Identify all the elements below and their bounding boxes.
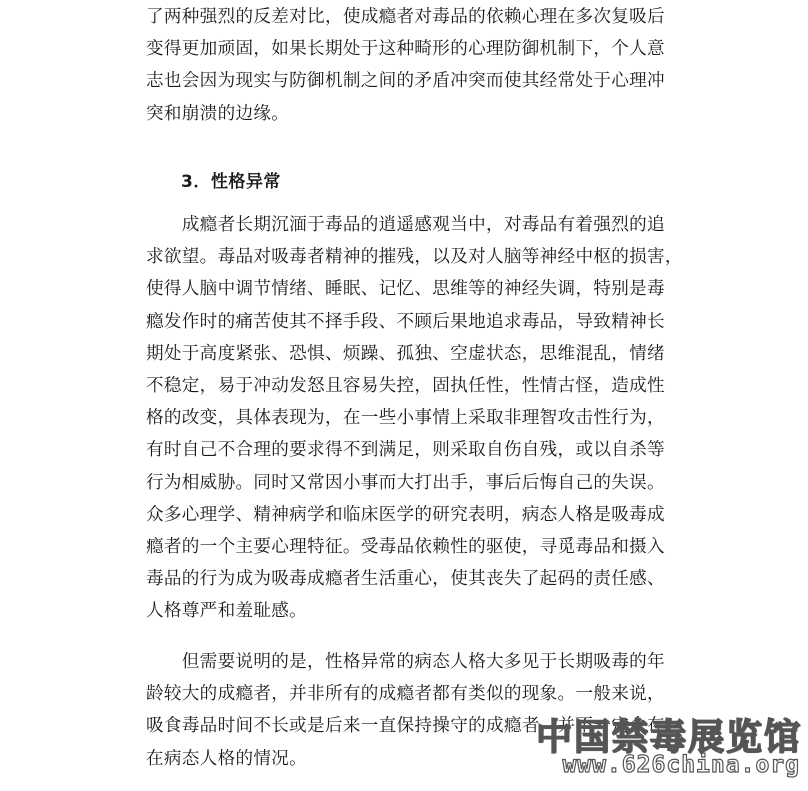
paragraph-line: 了两种强烈的反差对比，使成瘾者对毒品的依赖心理在多次复吸后	[146, 7, 665, 27]
paragraph-line: 瘾发作时的痛苦使其不择手段、不顾后果地追求毒品，导致精神长	[146, 311, 665, 332]
paragraph-line: 龄较大的成瘾者，并非所有的成瘾者都有类似的现象。一般来说，	[146, 684, 665, 705]
paragraph-line: 吸食毒品时间不长或是后来一直保持操守的成瘾者，并不一定会存	[146, 716, 665, 737]
paragraph-line: 众多心理学、精神病学和临床医学的研究表明，病态人格是吸毒成	[146, 504, 665, 525]
paragraph-line: 不稳定，易于冲动发怒且容易失控，固执任性，性情古怪，造成性	[146, 375, 665, 396]
paragraph-line: 突和崩溃的边缘。	[146, 103, 290, 124]
site-watermark	[502, 709, 802, 787]
paragraph-personality	[146, 209, 686, 627]
paragraph-line: 志也会因为现实与防御机制之间的矛盾冲突而使其经常处于心理冲	[146, 71, 665, 92]
paragraph-line: 使得人脑中调节情绪、睡眠、记忆、思维等的神经失调，特别是毒	[146, 279, 665, 300]
paragraph-line: 瘾者的一个主要心理特征。受毒品依赖性的驱使，寻觅毒品和摄入	[146, 536, 665, 557]
paragraph-line: 有时自己不合理的要求得不到满足，则采取自伤自残，或以自杀等	[146, 440, 665, 461]
top-paragraph	[146, 1, 686, 130]
paragraph-line: 变得更加顽固，如果长期处于这种畸形的心理防御机制下，个人意	[146, 39, 665, 60]
paragraph-line: 格的改变，具体表现为，在一些小事情上采取非理智攻击性行为，	[146, 408, 665, 429]
paragraph-line: 毒品的行为成为吸毒成瘾者生活重心，使其丧失了起码的责任感、	[146, 569, 665, 590]
section-heading: 3．性格异常	[181, 172, 281, 192]
watermark-url: www.626china.org	[562, 752, 800, 778]
paragraph-line: 在病态人格的情况。	[146, 748, 308, 769]
paragraph-line: 人格尊严和羞耻感。	[146, 601, 308, 622]
paragraph-line: 行为相威胁。同时又常因小事而大打出手，事后后悔自己的失误。	[146, 472, 665, 493]
paragraph-line: 成瘾者长期沉湎于毒品的逍遥感观当中，对毒品有着强烈的追	[146, 215, 665, 235]
paragraph-line: 但需要说明的是，性格异常的病态人格大多见于长期吸毒的年	[146, 652, 665, 672]
paragraph-line: 求欲望。毒品对吸毒者精神的摧残，以及对人脑等神经中枢的损害，	[146, 247, 683, 268]
watermark-title: 中国禁毒展览馆	[535, 717, 802, 758]
paragraph-line: 期处于高度紧张、恐惧、烦躁、孤独、空虚状态，思维混乱，情绪	[146, 343, 665, 364]
